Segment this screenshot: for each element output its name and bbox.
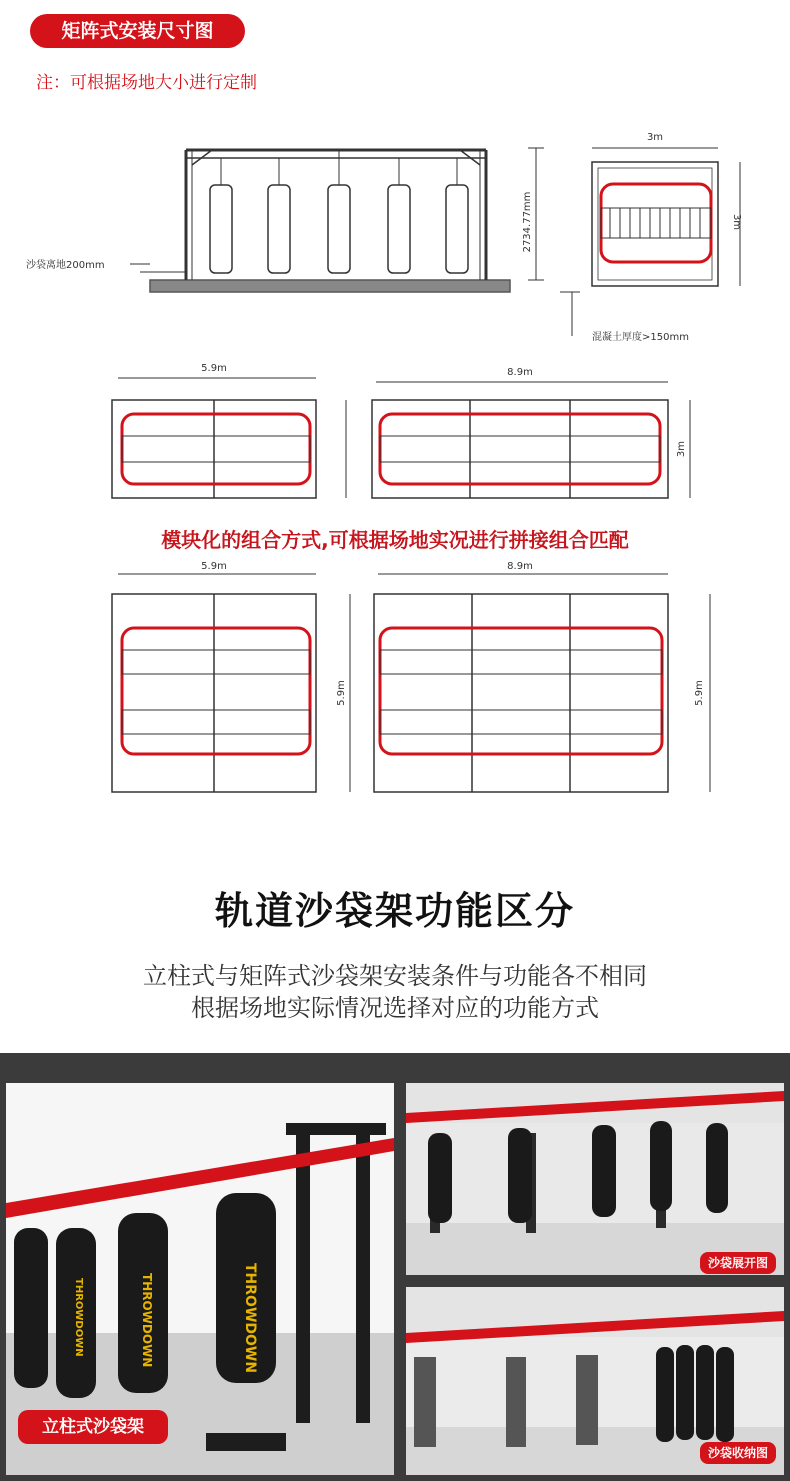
plan-3x3-rungs [610,208,700,238]
plan-3x3-height: 3m [731,213,742,231]
plan-8.9x3-width: 8.9m [507,367,533,378]
bag-brand-text: THROWDOWN [73,1278,84,1357]
plan-5.9x5.9-width: 5.9m [201,561,227,572]
bag-brand-text: THROWDOWN [140,1273,154,1368]
section-desc-line1: 立柱式与矩阵式沙袋架安装条件与功能各不相同 [143,962,647,990]
section-desc-line2: 根据场地实际情况选择对应的功能方式 [191,994,599,1022]
bag-brand-text: THROWDOWN [242,1263,258,1374]
plan-5.9x3-width: 5.9m [201,363,227,374]
plan-8.9x3-height: 3m [676,440,687,458]
customization-note: 注：可根据场地大小进行定制 [36,73,257,93]
expanded-illustration [406,1083,784,1275]
plan-5.9x5.9-height: 5.9m [336,680,347,706]
modular-description: 模块化的组合方式,可根据场地实况进行拼接组合匹配 [161,528,629,552]
section-label: 矩阵式安装尺寸图 [30,14,245,48]
photo-bags-expanded [406,1083,784,1275]
expanded-tag: 沙袋展开图 [700,1252,776,1274]
side-elevation [130,148,580,336]
plan-8.9x5.9-height: 5.9m [694,680,705,706]
column-rack-tag: 立柱式沙袋架 [18,1410,168,1444]
bag-ground-clearance: 沙袋离地200mm [26,260,105,271]
concrete-thickness: 混凝土厚度>150mm [592,332,689,343]
plan-3x3-width: 3m [646,132,664,143]
plan-5.9x5.9 [112,574,350,792]
stored-tag: 沙袋收纳图 [700,1442,776,1464]
plan-8.9x5.9-width: 8.9m [507,561,533,572]
plan-5.9x3 [112,378,346,498]
plan-8.9x3 [372,382,690,498]
plan-3x3 [592,148,740,286]
height-dimension: 2734.77mm [522,191,533,253]
plan-8.9x5.9 [374,574,710,792]
section-title: 轨道沙袋架功能区分 [214,889,575,933]
